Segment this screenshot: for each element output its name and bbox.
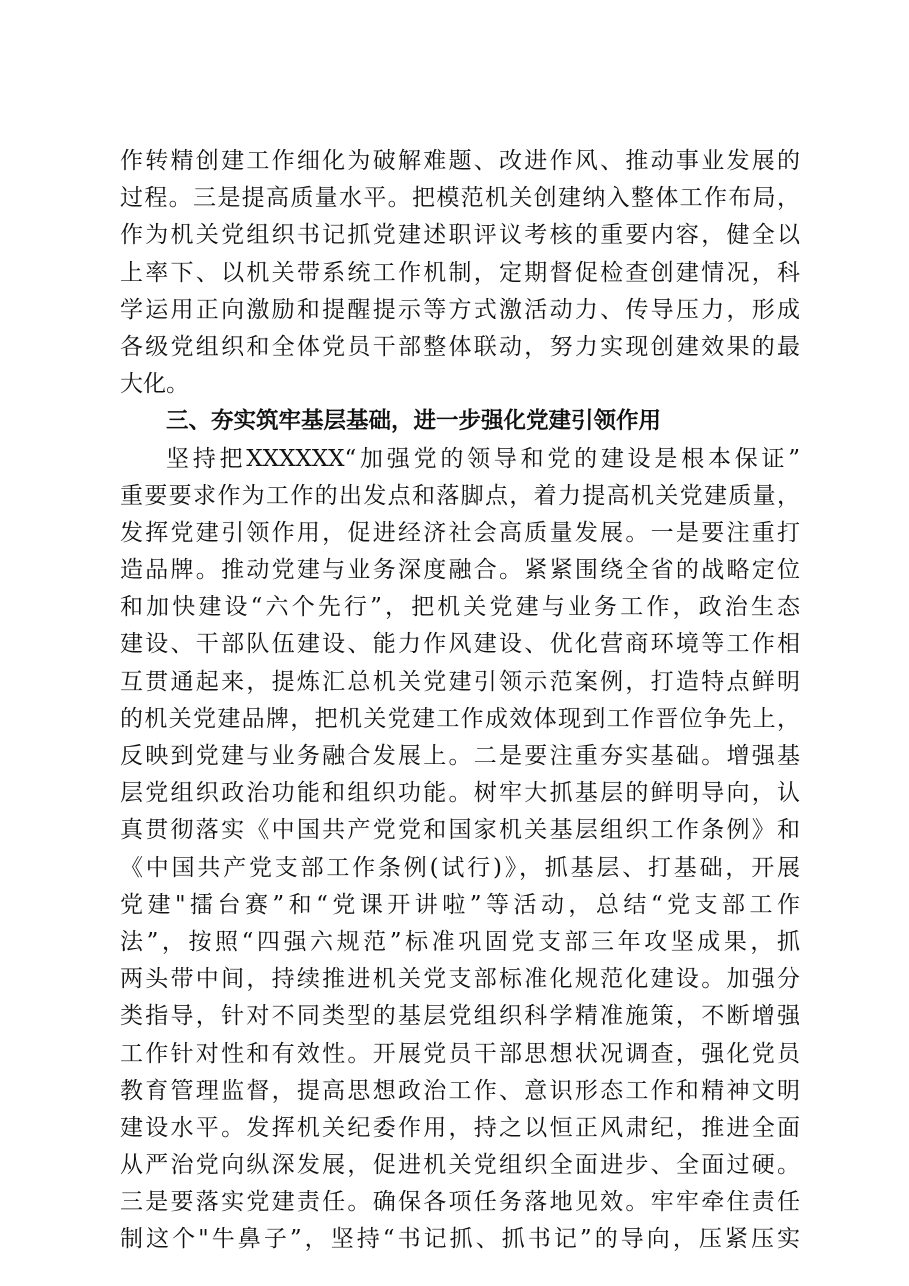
paragraph-line: 的机关党建品牌，把机关党建工作成效体现到工作晋位争先上， [120,705,800,732]
paragraph-line: 党建"擂台赛”和“党课开讲啦”等活动，总结“党支部工作 [120,891,800,918]
paragraph-line: 真贯彻落实《中国共产党党和国家机关基层组织工作条例》和 [120,817,800,844]
paragraph-line: 类指导，针对不同类型的基层党组织科学精准施策，不断增强 [120,1003,800,1030]
paragraph-line: 两头带中间，持续推进机关党支部标准化规范化建设。加强分 [120,966,800,993]
paragraph-line: 建设水平。发挥机关纪委作用，持之以恒正风肃纪，推进全面 [120,1114,800,1141]
paragraph-line: 互贯通起来，提炼汇总机关党建引领示范案例，打造特点鲜明 [120,668,800,695]
paragraph-line: 大化。 [120,371,189,398]
paragraph-line: 坚持把XXXXXX“加强党的领导和党的建设是根本保证” [166,445,800,472]
paragraph-line: 重要要求作为工作的出发点和落脚点，着力提高机关党建质量， [120,482,800,509]
paragraph-line: 从严治党向纵深发展，促进机关党组织全面进步、全面过硬。 [120,1152,800,1179]
paragraph-line: 建设、干部队伍建设、能力作风建设、优化营商环境等工作相 [120,631,800,658]
paragraph-line: 制这个"牛鼻子”，坚持“书记抓、抓书记”的导向，压紧压实 [120,1226,800,1253]
paragraph-line: 作为机关党组织书记抓党建述职评议考核的重要内容，健全以 [120,222,800,249]
paragraph-line: 教育管理监督，提高思想政治工作、意识形态工作和精神文明 [120,1077,800,1104]
paragraph-line: 工作针对性和有效性。开展党员干部思想状况调查，强化党员 [120,1040,800,1067]
paragraph-line: 法”，按照“四强六规范”标准巩固党支部三年攻坚成果，抓 [120,928,800,955]
paragraph-line: 三是要落实党建责任。确保各项任务落地见效。牢牢牵住责任 [120,1189,800,1216]
paragraph-line: 作转精创建工作细化为破解难题、改进作风、推动事业发展的 [120,148,800,174]
paragraph-line: 学运用正向激励和提醒提示等方式激活动力、传导压力，形成 [120,296,800,323]
paragraph-line: 《中国共产党支部工作条例(试行)》，抓基层、打基础，开展 [120,854,800,881]
paragraph-line: 上率下、以机关带系统工作机制，定期督促检查创建情况，科 [120,259,800,286]
paragraph-line: 和加快建设“六个先行”，把机关党建与业务工作，政治生态 [120,594,800,621]
paragraph-line: 造品牌。推动党建与业务深度融合。紧紧围绕全省的战略定位 [120,557,800,584]
paragraph-line: 反映到党建与业务融合发展上。二是要注重夯实基础。增强基 [120,743,800,769]
paragraph-line: 过程。三是提高质量水平。把模范机关创建纳入整体工作布局， [120,185,800,212]
section-heading: 三、夯实筑牢基层基础，进一步强化党建引领作用 [166,408,662,435]
paragraph-line: 各级党组织和全体党员干部整体联动，努力实现创建效果的最 [120,333,800,360]
document-body [120,143,800,1259]
paragraph-line: 层党组织政治功能和组织功能。树牢大抓基层的鲜明导向，认 [120,780,800,807]
paragraph-line: 发挥党建引领作用，促进经济社会高质量发展。一是要注重打 [120,519,800,546]
